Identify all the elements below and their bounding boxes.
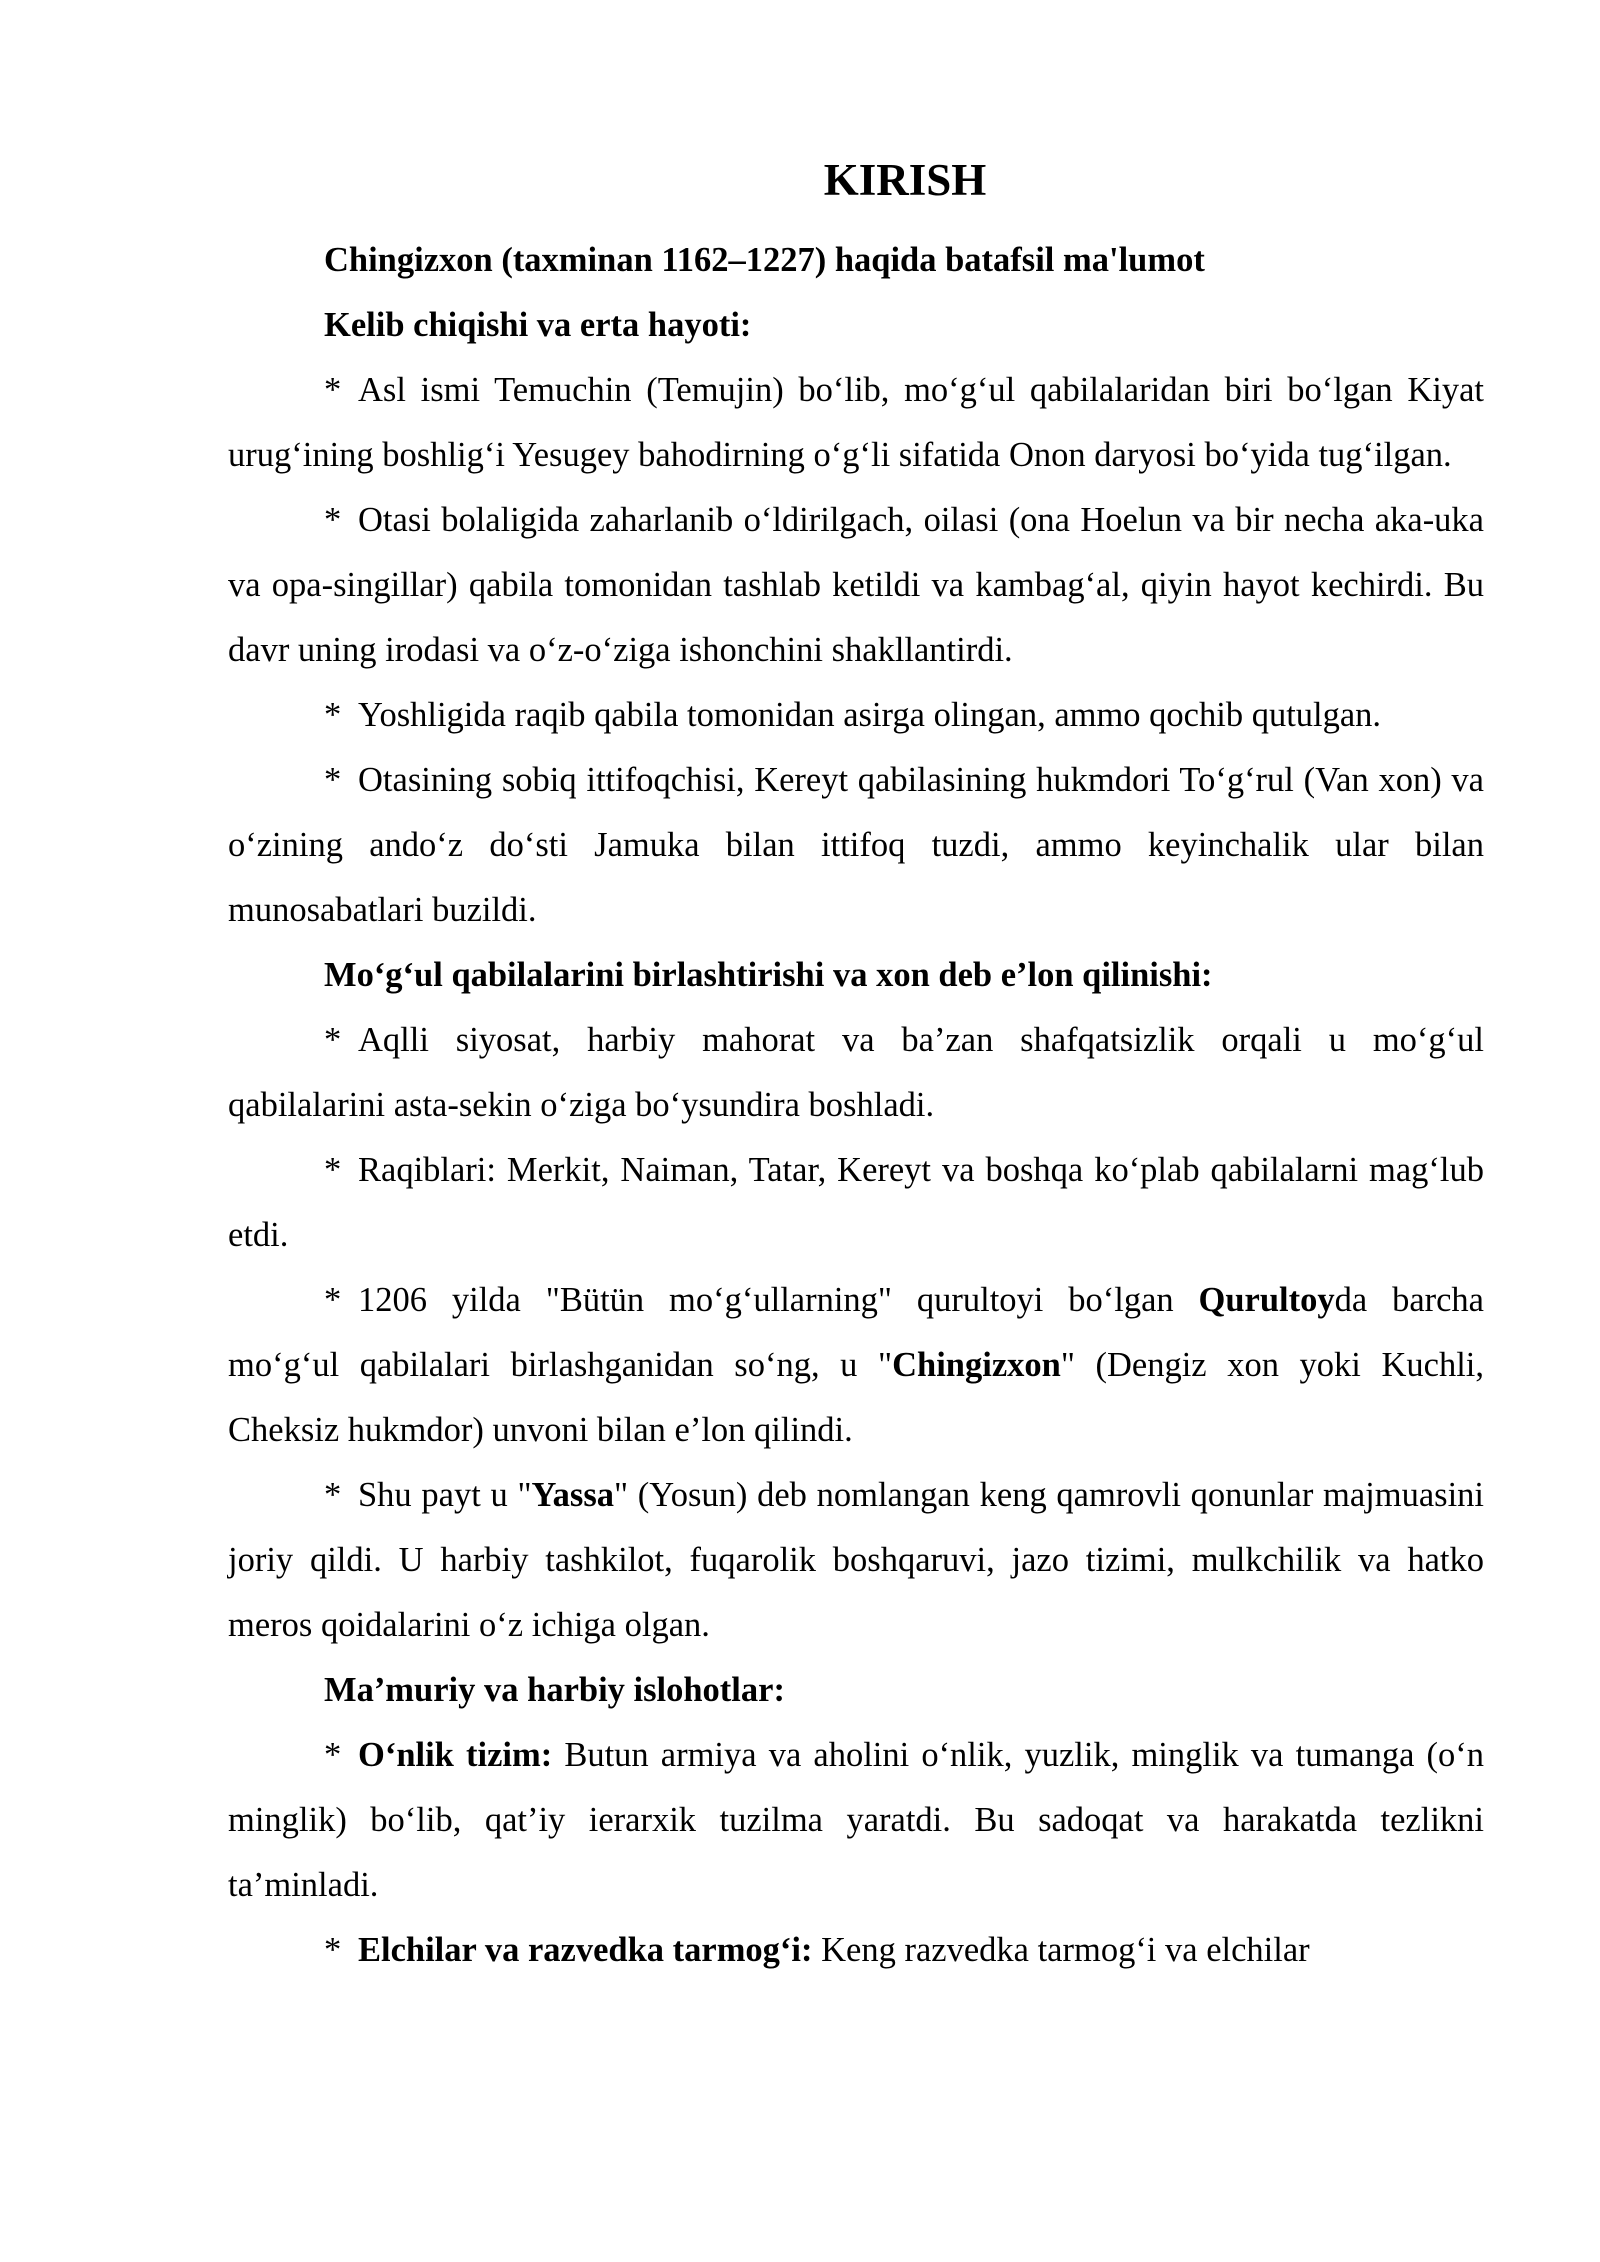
bullet-marker: * [324, 1736, 342, 1774]
paragraph-text: Otasi bolaligida zaharlanib o‘ldirilgach, oilasi (ona Hoelun va bir necha aka-uka va opa-singillar) qabila tomonidan tashlab ketildi va kambag‘al, qiyin hayot kechirdi. Bu davr uning irodasi va o‘z-o‘ziga ishonchini shakllantirdi. [228, 501, 1484, 669]
bullet-marker: * [324, 1931, 342, 1969]
term-elchilar: Elchilar va razvedka tarmog‘i: [358, 1931, 813, 1969]
paragraph [228, 1723, 1484, 1918]
term-onlik-tizim: O‘nlik tizim: [358, 1736, 553, 1774]
paragraph [228, 1138, 1484, 1268]
paragraph-text: da barcha mo‘g‘ul qabilalari birlashganidan so‘ng, u " [228, 1281, 1484, 1384]
paragraph-text: Butun armiya va aholini o‘nlik, yuzlik, minglik va tumanga (o‘n minglik) bo‘lib, qat’iy ierarxik tuzilma yaratdi. Bu sadoqat va harakatda tezlikni ta’minladi. [228, 1736, 1484, 1904]
term-yassa: Yassa [531, 1476, 614, 1514]
paragraph [228, 683, 1484, 748]
term-qurultoy: Qurultoy [1198, 1281, 1335, 1319]
paragraph-text: " (Dengiz xon yoki Kuchli, Cheksiz hukmdor) unvoni bilan e’lon qilindi. [228, 1346, 1484, 1449]
bullet-marker: * [324, 371, 342, 409]
paragraph-text: 1206 yilda "Bütün mo‘g‘ullarning" qurultoyi bo‘lgan [358, 1281, 1199, 1319]
paragraph [228, 748, 1484, 943]
document-body [228, 228, 1484, 1983]
paragraph [228, 1918, 1484, 1983]
paragraph [228, 1008, 1484, 1138]
paragraph-text: Shu payt u " [358, 1476, 532, 1514]
paragraph-text: Otasining sobiq ittifoqchisi, Kereyt qabilasining hukmdori To‘g‘rul (Van xon) va o‘zining ando‘z do‘sti Jamuka bilan ittifoq tuzdi, ammo keyinchalik ular bilan munosabatlari buzildi. [228, 761, 1484, 929]
paragraph [228, 1463, 1484, 1658]
bullet-marker: * [324, 1281, 342, 1319]
section-heading-origin: Kelib chiqishi va erta hayoti: [324, 306, 752, 344]
bullet-marker: * [324, 1476, 342, 1514]
section-heading-reforms: Ma’muriy va harbiy islohotlar: [324, 1671, 785, 1709]
paragraph-text: Keng razvedka tarmog‘i va elchilar [812, 1931, 1310, 1969]
document-subtitle: Chingizxon (taxminan 1162–1227) haqida batafsil ma'lumot [324, 241, 1205, 279]
bullet-marker: * [324, 501, 342, 539]
term-chingizxon: Chingizxon [892, 1346, 1061, 1384]
bullet-marker: * [324, 696, 342, 734]
paragraph-text: " (Yosun) deb nomlangan keng qamrovli qonunlar majmuasini joriy qildi. U harbiy tashkilot, fuqarolik boshqaruvi, jazo tizimi, mulkchilik va hatko meros qoidalarini o‘z ichiga olgan. [228, 1476, 1484, 1644]
paragraph [228, 358, 1484, 488]
section-heading-unification: Mo‘g‘ul qabilalarini birlashtirishi va xon deb e’lon qilinishi: [324, 956, 1213, 994]
paragraph-text: Asl ismi Temuchin (Temujin) bo‘lib, mo‘g‘ul qabilalaridan biri bo‘lgan Kiyat urug‘ining boshlig‘i Yesugey bahodirning o‘g‘li sifatida Onon daryosi bo‘yida tug‘ilgan. [228, 371, 1484, 474]
bullet-marker: * [324, 761, 342, 799]
paragraph-text: Aqlli siyosat, harbiy mahorat va ba’zan shafqatsizlik orqali u mo‘g‘ul qabilalarini asta-sekin o‘ziga bo‘ysundira boshladi. [228, 1021, 1484, 1124]
page-title: KIRISH [823, 155, 987, 205]
paragraph-text: Yoshligida raqib qabila tomonidan asirga olingan, ammo qochib qutulgan. [358, 696, 1382, 734]
bullet-marker: * [324, 1151, 342, 1189]
paragraph-text: Raqiblari: Merkit, Naiman, Tatar, Kereyt va boshqa ko‘plab qabilalarni mag‘lub etdi. [228, 1151, 1484, 1254]
paragraph [228, 488, 1484, 683]
bullet-marker: * [324, 1021, 342, 1059]
paragraph [228, 1268, 1484, 1463]
